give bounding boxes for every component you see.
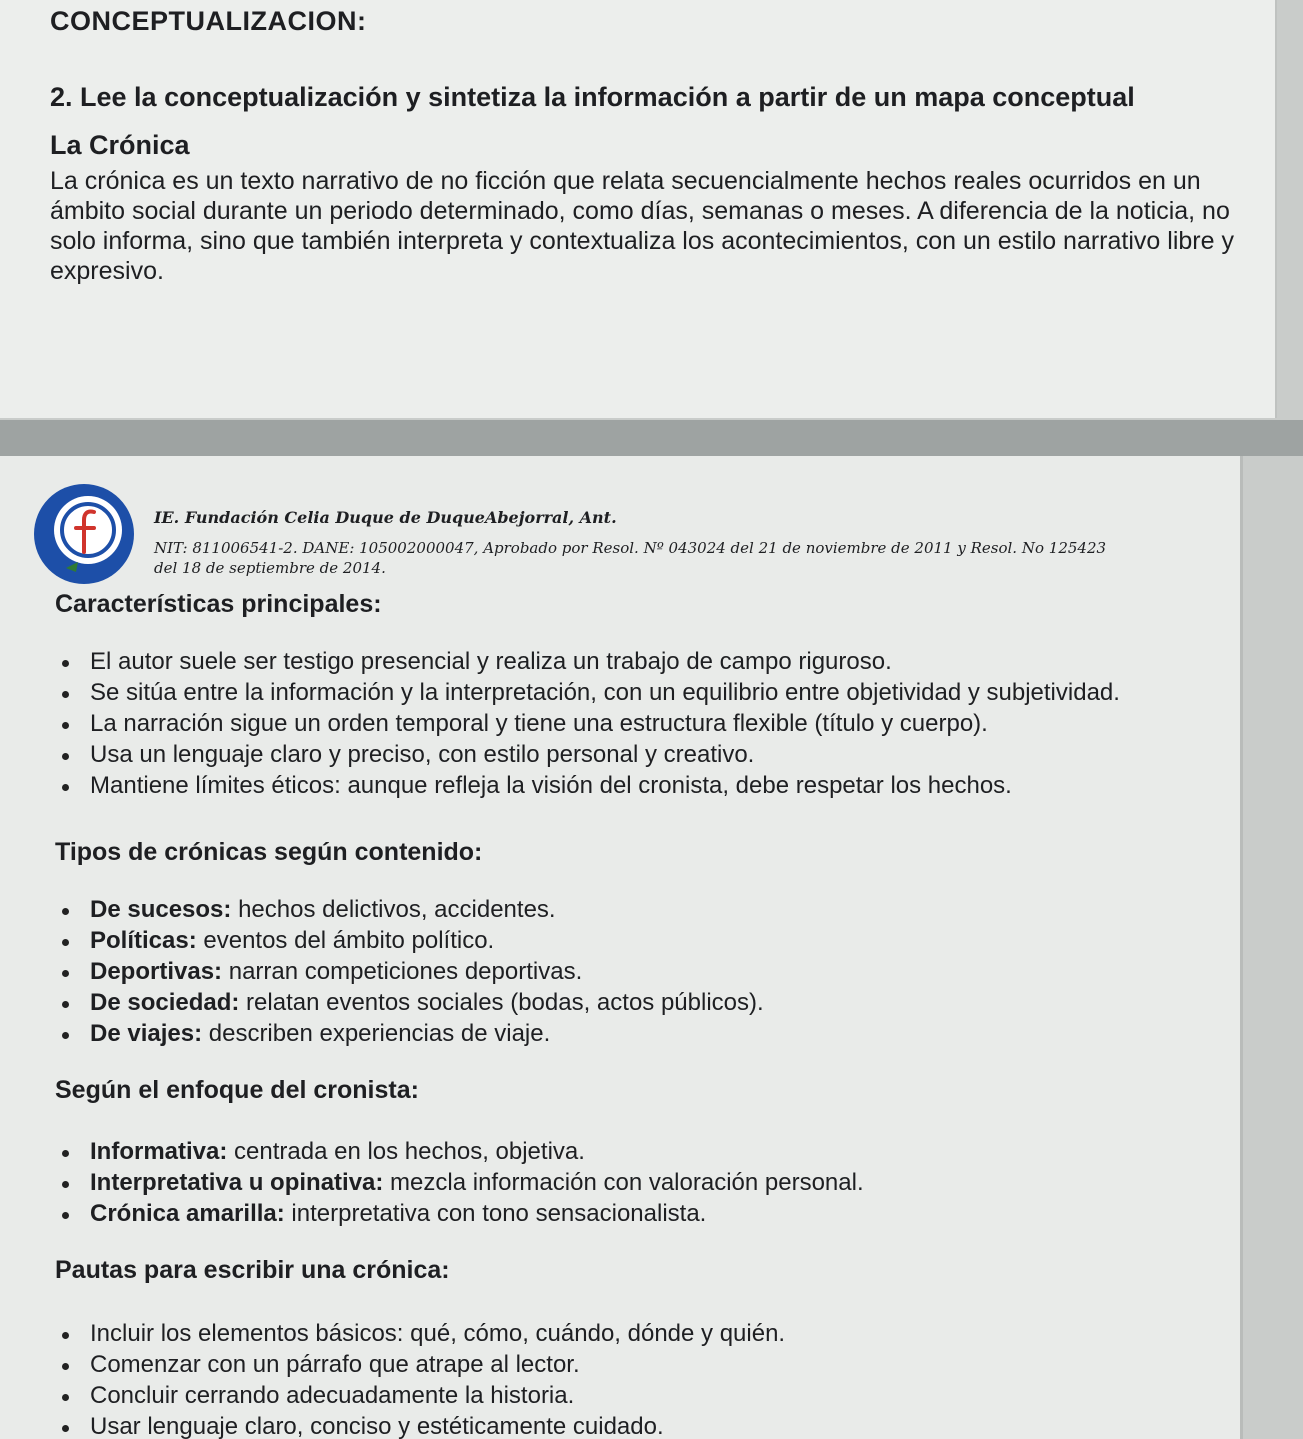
item-desc: hechos delictivos, accidentes.	[231, 896, 556, 923]
list-item	[62, 956, 1222, 987]
item-desc: narran competiciones deportivas.	[222, 958, 583, 985]
list-item	[62, 925, 1222, 956]
item-desc: centrada en los hechos, objetiva.	[227, 1138, 585, 1165]
caracteristicas-heading: Características principales:	[55, 590, 382, 618]
tipos-heading: Tipos de crónicas según contenido:	[55, 838, 483, 866]
item-term: Crónica amarilla:	[90, 1200, 285, 1227]
cronica-definition: La crónica es un texto narrativo de no ficción que relata secuencialmente hechos reales ocurridos en un ámbito social durante un periodo determinado, como días, semanas o meses. A diferencia de la noticia, no solo informa, sino que también interpreta y contextualiza los acontecimientos, con un estilo narrativo libre y expresivo.	[50, 167, 1234, 285]
page-gap	[0, 420, 1303, 456]
item-term: Informativa:	[90, 1138, 228, 1165]
institution-registration: NIT: 811006541-2. DANE: 105002000047, Aprobado por Resol. Nº 043024 del 21 de noviembre de 2011 y Resol. No 125423 del 18 de septiembre de 2014.	[154, 539, 1107, 577]
tipos-list	[62, 894, 1222, 1049]
list-item	[62, 987, 1222, 1018]
list-item	[62, 1198, 1222, 1229]
instruction: 2. Lee la conceptualización y sintetiza la información a partir de un mapa conceptual	[50, 82, 1135, 112]
item-term: De sucesos:	[90, 896, 232, 923]
item-desc: relatan eventos sociales (bodas, actos públicos).	[239, 989, 764, 1016]
caracteristicas-list	[62, 646, 1222, 801]
pautas-list	[62, 1318, 1222, 1439]
pautas-heading: Pautas para escribir una crónica:	[55, 1256, 450, 1284]
cronica-heading: La Crónica	[50, 130, 190, 160]
list-item	[62, 894, 1222, 925]
item-term: Deportivas:	[90, 958, 223, 985]
list-item: El autor suele ser testigo presencial y realiza un trabajo de campo riguroso.	[62, 646, 1222, 677]
item-desc: describen experiencias de viaje.	[202, 1020, 551, 1047]
item-desc: mezcla información con valoración personal.	[383, 1169, 864, 1196]
item-desc: interpretativa con tono sensacionalista.	[284, 1200, 707, 1227]
list-item: Concluir cerrando adecuadamente la historia.	[62, 1380, 1222, 1411]
enfoque-heading: Según el enfoque del cronista:	[55, 1076, 419, 1104]
list-item: Se sitúa entre la información y la interpretación, con un equilibrio entre objetividad y subjetividad.	[62, 677, 1222, 708]
list-item: Usar lenguaje claro, conciso y estéticamente cuidado.	[62, 1411, 1222, 1439]
list-item: La narración sigue un orden temporal y tiene una estructura flexible (título y cuerpo).	[62, 708, 1222, 739]
item-desc: eventos del ámbito político.	[196, 927, 495, 954]
enfoque-list	[62, 1136, 1222, 1229]
upper-page	[0, 0, 1277, 418]
list-item: Comenzar con un párrafo que atrape al lector.	[62, 1349, 1222, 1380]
item-term: Políticas:	[90, 927, 197, 954]
list-item	[62, 1167, 1222, 1198]
lower-page	[0, 456, 1243, 1439]
section-label: CONCEPTUALIZACION:	[50, 6, 367, 36]
item-term: Interpretativa u opinativa:	[90, 1169, 384, 1196]
list-item	[62, 1136, 1222, 1167]
item-term: De sociedad:	[90, 989, 240, 1016]
list-item: Usa un lenguaje claro y preciso, con estilo personal y creativo.	[62, 739, 1222, 770]
school-logo-f-icon	[32, 482, 136, 586]
list-item: Incluir los elementos básicos: qué, cómo, cuándo, dónde y quién.	[62, 1318, 1222, 1349]
list-item	[62, 1018, 1222, 1049]
institution-name: IE. Fundación Celia Duque de DuqueAbejorral, Ant.	[154, 508, 617, 527]
item-term: De viajes:	[90, 1020, 203, 1047]
list-item: Mantiene límites éticos: aunque refleja la visión del cronista, debe respetar los hechos.	[62, 770, 1222, 801]
